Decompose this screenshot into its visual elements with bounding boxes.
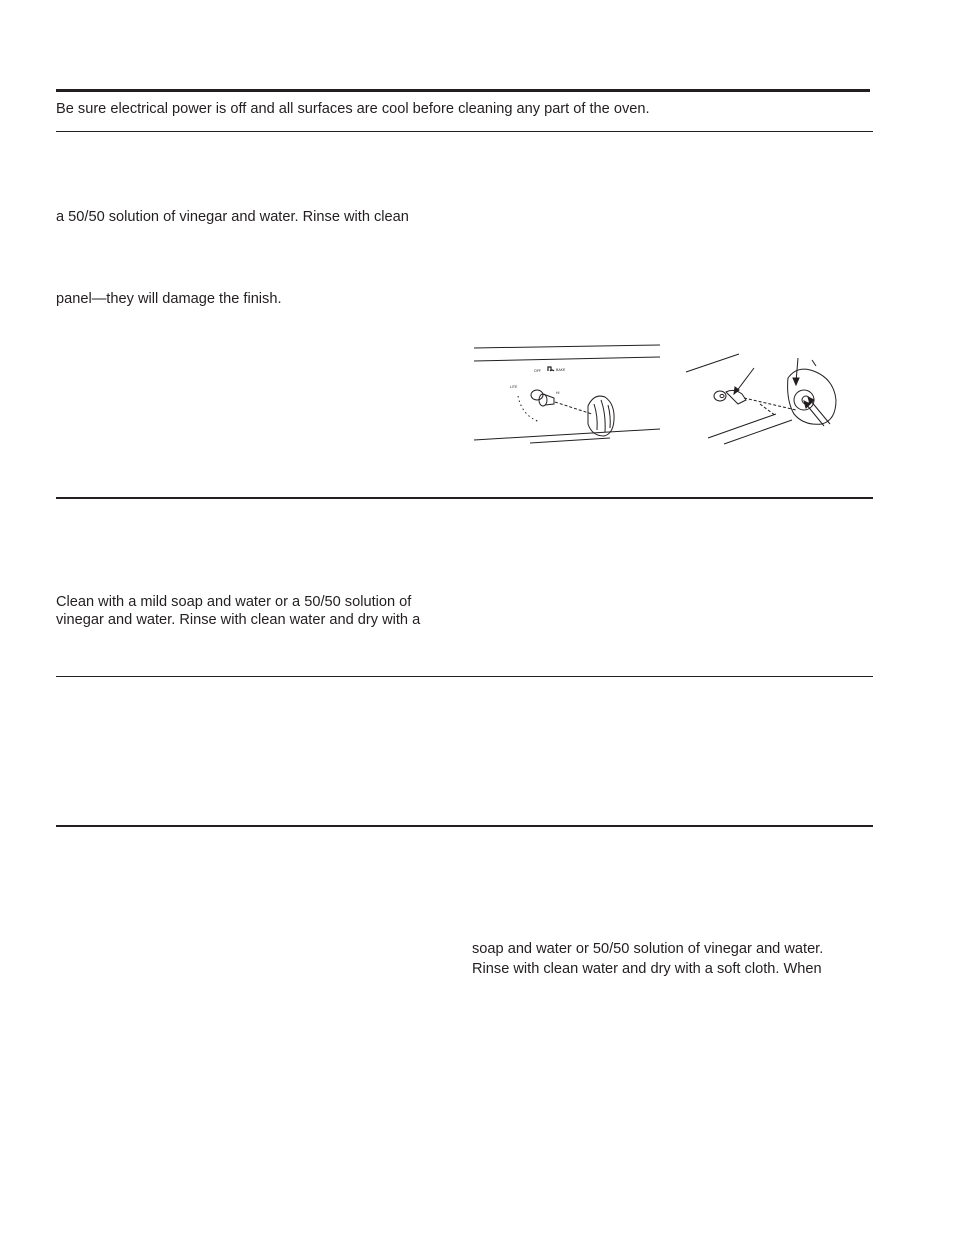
section-2-text-line-1: Clean with a mild soap and water or a 50/50 solution of — [56, 594, 412, 610]
top-rule — [56, 89, 870, 92]
section-rule-3 — [56, 676, 873, 677]
section-rule-4 — [56, 825, 873, 827]
section-4-text-line-1: soap and water or 50/50 solution of vinegar and water. — [472, 941, 824, 957]
warning-rule — [56, 131, 873, 132]
control-panel-text-line-1: a 50/50 solution of vinegar and water. Rinse with clean — [56, 209, 409, 225]
control-panel-text-line-2: panel—they will damage the finish. — [56, 291, 282, 307]
section-rule-2 — [56, 497, 873, 499]
dial-label-lite: LITE — [510, 385, 518, 389]
section-4-text-line-2: Rinse with clean water and dry with a soft cloth. When — [472, 961, 822, 977]
dial-label-off: OFF — [534, 369, 541, 373]
dial-label-bake: BAKE — [556, 368, 566, 372]
warning-text: Be sure electrical power is off and all surfaces are cool before cleaning any part of the oven. — [56, 101, 650, 117]
control-knob-illustration — [470, 338, 665, 448]
dial-label-hi: HI — [556, 391, 560, 395]
section-2-text-line-2: vinegar and water. Rinse with clean water and dry with a — [56, 612, 421, 628]
knob-removal-illustration — [684, 350, 864, 445]
